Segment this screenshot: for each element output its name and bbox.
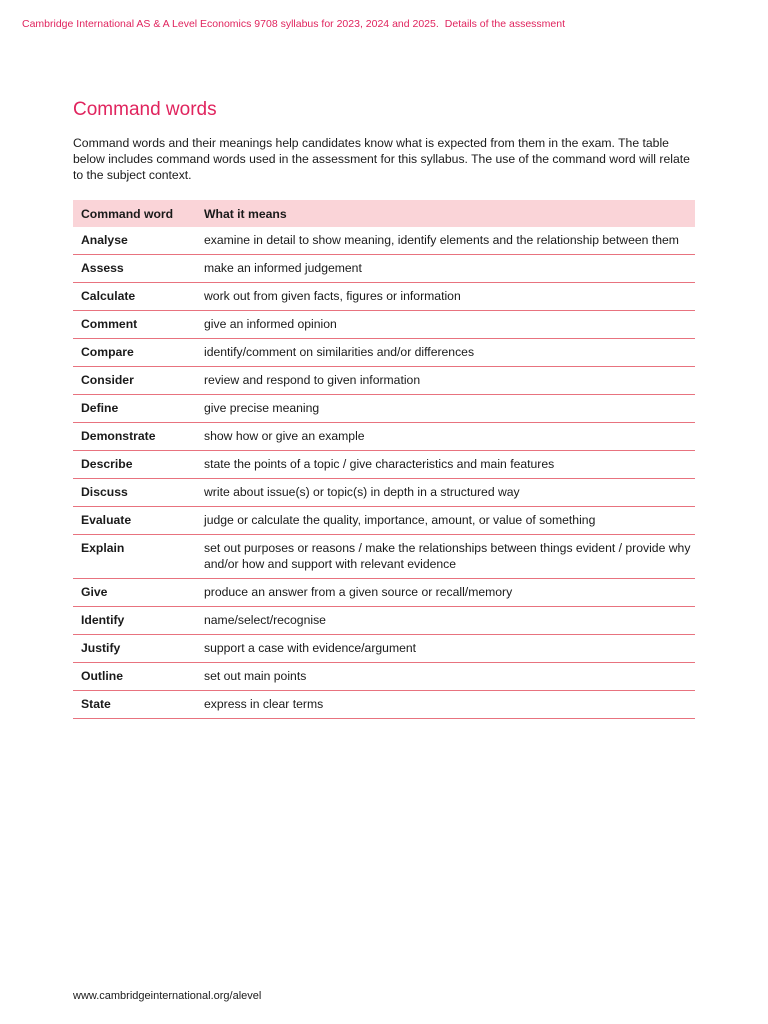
command-words-table: [73, 200, 695, 719]
footer-url: www.cambridgeinternational.org/alevel: [73, 990, 262, 1002]
command-word: Identify: [73, 607, 196, 635]
command-word: Assess: [73, 255, 196, 283]
section-title: Command words: [73, 99, 217, 120]
command-meaning: produce an answer from a given source or recall/memory: [196, 579, 695, 607]
command-word: Consider: [73, 367, 196, 395]
column-header-meaning: What it means: [196, 200, 695, 227]
intro-paragraph: Command words and their meanings help candidates know what is expected from them in the exam. The table below includes command words used in the assessment for this syllabus. The use of the command word will relate to the subject context.: [73, 136, 690, 182]
command-word: Describe: [73, 451, 196, 479]
command-word: Outline: [73, 663, 196, 691]
command-meaning: work out from given facts, figures or information: [196, 283, 695, 311]
table-row: [73, 479, 695, 507]
table-row: [73, 663, 695, 691]
table-row: [73, 423, 695, 451]
table-row: [73, 635, 695, 663]
command-meaning: make an informed judgement: [196, 255, 695, 283]
table-row: [73, 535, 695, 579]
command-meaning: set out purposes or reasons / make the relationships between things evident / provide why and/or how and support with relevant evidence: [196, 535, 695, 579]
command-word: State: [73, 691, 196, 719]
table-row: [73, 311, 695, 339]
table-row: [73, 507, 695, 535]
command-meaning: identify/comment on similarities and/or differences: [196, 339, 695, 367]
table-row: [73, 395, 695, 423]
command-word: Define: [73, 395, 196, 423]
command-meaning: write about issue(s) or topic(s) in depth in a structured way: [196, 479, 695, 507]
command-meaning: state the points of a topic / give characteristics and main features: [196, 451, 695, 479]
table-row: [73, 367, 695, 395]
command-meaning: review and respond to given information: [196, 367, 695, 395]
table-row: [73, 579, 695, 607]
command-word: Analyse: [73, 227, 196, 255]
command-meaning: judge or calculate the quality, importance, amount, or value of something: [196, 507, 695, 535]
command-meaning: give an informed opinion: [196, 311, 695, 339]
table-row: [73, 227, 695, 255]
command-word: Evaluate: [73, 507, 196, 535]
table-row: [73, 283, 695, 311]
table-row: [73, 451, 695, 479]
command-word: Explain: [73, 535, 196, 579]
command-word: Give: [73, 579, 196, 607]
command-word: Discuss: [73, 479, 196, 507]
command-meaning: examine in detail to show meaning, identify elements and the relationship between them: [196, 227, 695, 255]
command-word: Demonstrate: [73, 423, 196, 451]
header-title: Cambridge International AS & A Level Economics 9708 syllabus for 2023, 2024 and 2025.: [22, 18, 439, 30]
command-meaning: name/select/recognise: [196, 607, 695, 635]
table-row: [73, 339, 695, 367]
table-row: [73, 691, 695, 719]
column-header-command-word: Command word: [73, 200, 196, 227]
running-header: [22, 18, 565, 30]
command-word: Comment: [73, 311, 196, 339]
table-row: [73, 255, 695, 283]
command-word: Calculate: [73, 283, 196, 311]
command-meaning: support a case with evidence/argument: [196, 635, 695, 663]
command-meaning: set out main points: [196, 663, 695, 691]
table-header-row: [73, 200, 695, 227]
command-word: Justify: [73, 635, 196, 663]
header-section: Details of the assessment: [444, 18, 566, 30]
command-word: Compare: [73, 339, 196, 367]
command-meaning: express in clear terms: [196, 691, 695, 719]
command-meaning: show how or give an example: [196, 423, 695, 451]
table-row: [73, 607, 695, 635]
command-meaning: give precise meaning: [196, 395, 695, 423]
